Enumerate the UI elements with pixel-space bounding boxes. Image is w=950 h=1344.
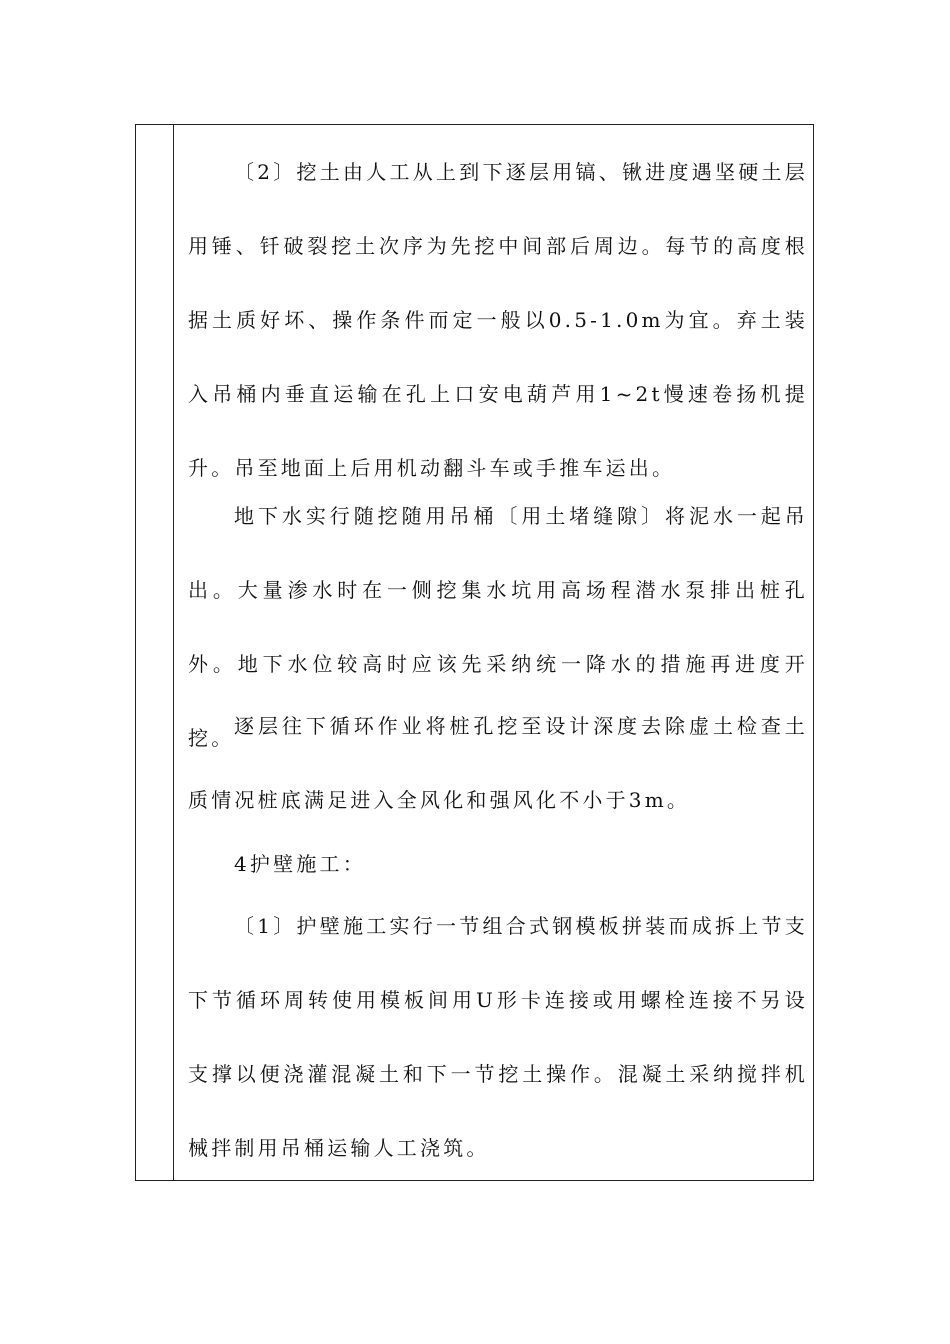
paragraph-groundwater: 地下水实行随挖随用吊桶〔用土堵缝隙〕将泥水一起吊出。大量渗水时在一侧挖集水坑用高场程潜水泵排出桩孔外。地下水位较高时应该先采纳统一降水的措施再进度开挖。 [188, 504, 808, 750]
paragraph-step-2: 〔2〕挖土由人工从上到下逐层用镐、锹进度遇坚硬土层用锤、钎破裂挖土次序为先挖中间部后周边。每节的高度根据土质好坏、操作条件而定一般以0.5-1.0m为宜。弃土装入吊桶内垂直运输在孔上口安电葫芦用1~2t慢速卷扬机提升。吊至地面上后用机动翻斗车或手推车运出。 [188, 160, 808, 480]
paragraph-cycle: 逐层往下循环作业将桩孔挖至设计深度去除虚土检查土质情况桩底满足进入全风化和强风化不小于3m。 [188, 714, 808, 812]
paragraph-heading-4: 4护壁施工： [234, 852, 366, 876]
table-left-column [136, 125, 174, 1180]
paragraph-step-1: 〔1〕护壁施工实行一节组合式钢模板拼装而成拆上节支下节循环周转使用模板间用U形卡连接或用螺栓连接不另设支撑以便浇灌混凝土和下一节挖土操作。混凝土采纳搅拌机械拌制用吊桶运输人工浇筑。 [188, 914, 808, 1160]
table-frame [135, 124, 814, 1181]
table-content-cell [174, 125, 813, 1180]
